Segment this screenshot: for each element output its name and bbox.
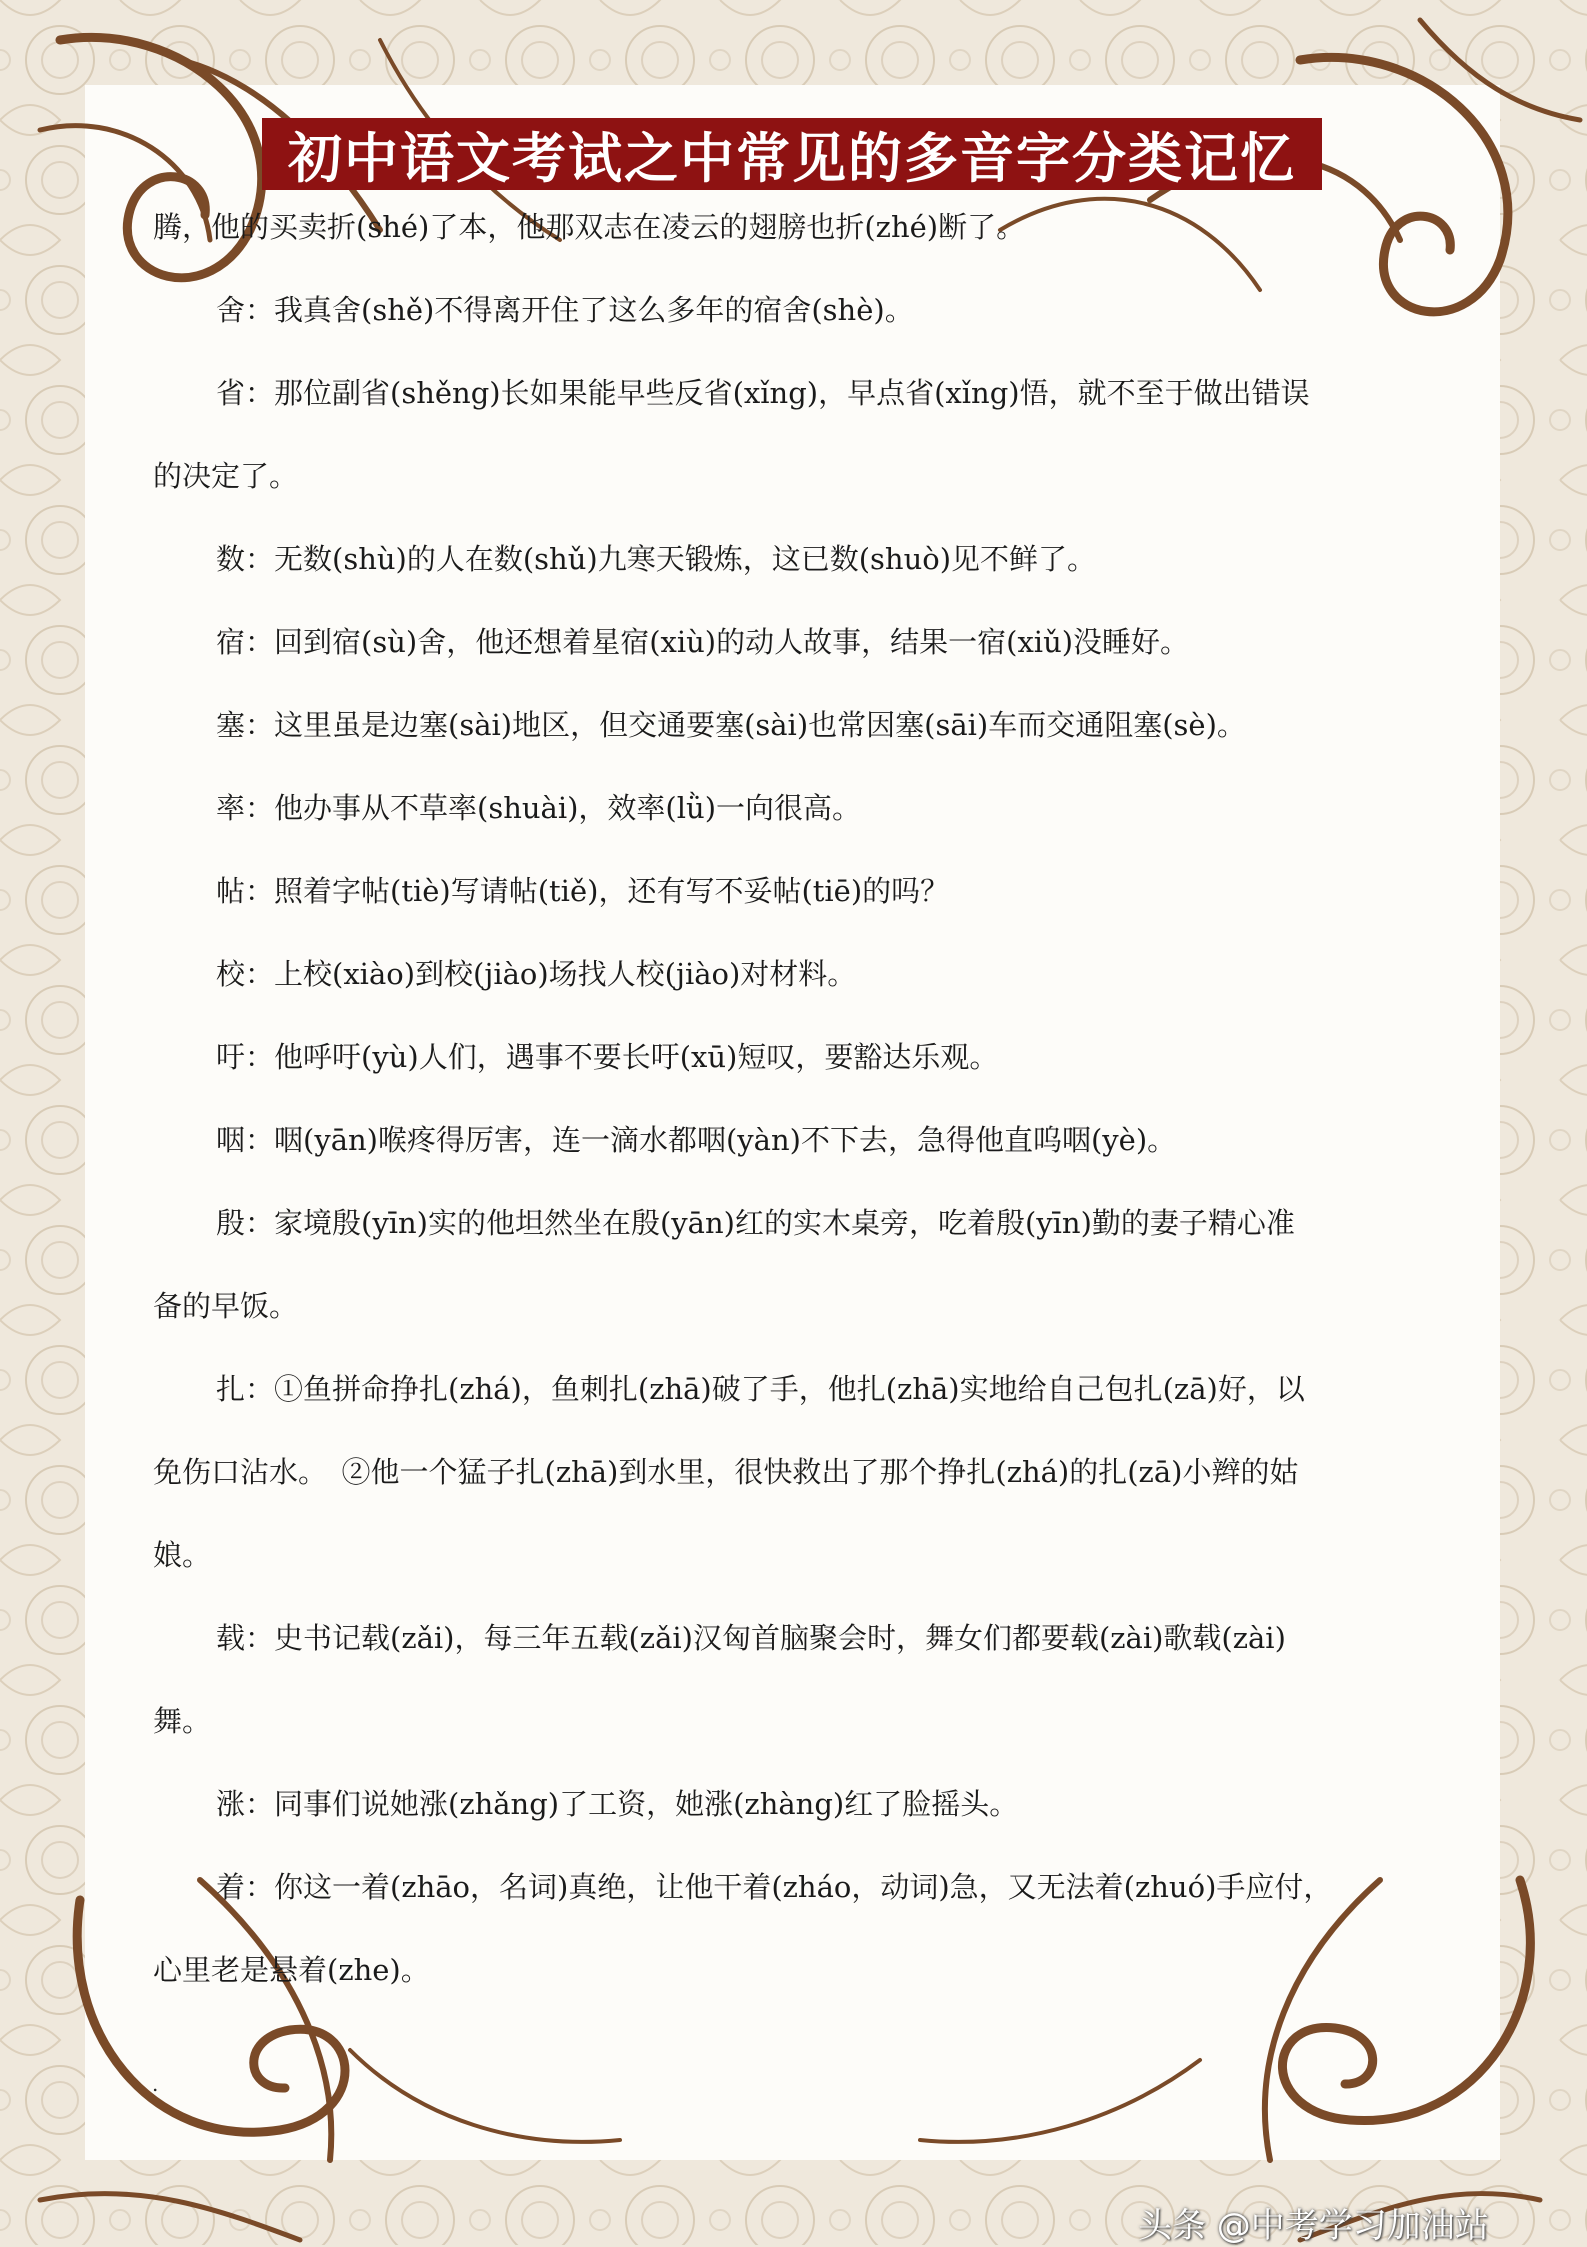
text-line: 率：他办事从不草率(shuài)，效率(lǜ)一向很高。 [216, 791, 862, 825]
text-line: 舞。 [153, 1704, 212, 1738]
text-line: 备的早饭。 [153, 1289, 299, 1323]
text-line: 舍：我真舍(shě)不得离开住了这么多年的宿舍(shè)。 [216, 293, 914, 327]
text-line: 校：上校(xiào)到校(jiào)场找人校(jiào)对材料。 [216, 957, 857, 991]
text-line: 涨：同事们说她涨(zhǎng)了工资，她涨(zhàng)红了脸摇头。 [216, 1787, 1019, 1821]
text-line: 心里老是悬着(zhe)。 [153, 1953, 430, 1987]
text-line: 娘。 [153, 1538, 212, 1572]
page-title: 初中语文考试之中常见的多音字分类记忆 [288, 125, 1296, 190]
text-line: 腾，他的买卖折(shé)了本，他那双志在凌云的翅膀也折(zhé)断了。 [153, 210, 1026, 244]
text-line: 着：你这一着(zhāo，名词)真绝，让他干着(zháo，动词)急，又无法着(zhuó)手应付， [216, 1870, 1333, 1904]
text-line: 塞：这里虽是边塞(sài)地区，但交通要塞(sài)也常因塞(sāi)车而交通阻塞(sè)。 [216, 708, 1246, 742]
text-line: 载：史书记载(zǎi)，每三年五载(zǎi)汉匈首脑聚会时，舞女们都要载(zài)歌载(zài) [216, 1621, 1286, 1655]
text-line: 宿：回到宿(sù)舍，他还想着星宿(xiù)的动人故事，结果一宿(xiǔ)没睡好。 [216, 625, 1190, 659]
text-line: 省：那位副省(shěng)长如果能早些反省(xǐng)，早点省(xǐng)悟，就不至于做出错误 [216, 376, 1310, 410]
text-line: 咽：咽(yān)喉疼得厉害，连一滴水都咽(yàn)不下去，急得他直呜咽(yè)。 [216, 1123, 1177, 1157]
trailing-mark: . [152, 2072, 159, 2096]
text-line: 免伤口沾水。 ②他一个猛子扎(zhā)到水里，很快救出了那个挣扎(zhá)的扎(zā)小辫的姑 [153, 1455, 1299, 1489]
text-line: 吁：他呼吁(yù)人们，遇事不要长吁(xū)短叹，要豁达乐观。 [216, 1040, 999, 1074]
text-line: 殷：家境殷(yīn)实的他坦然坐在殷(yān)红的实木桌旁，吃着殷(yīn)勤的妻子精心准 [216, 1206, 1295, 1240]
text-line: 的决定了。 [153, 459, 299, 493]
title-banner [262, 118, 1322, 190]
text-line: 数：无数(shù)的人在数(shǔ)九寒天锻炼，这已数(shuò)见不鲜了。 [216, 542, 1097, 576]
document-body [153, 186, 1438, 2012]
watermark-credit: 头条 @中考学习加油站 [1138, 2206, 1489, 2246]
text-line: 帖：照着字帖(tiè)写请帖(tiě)，还有写不妥帖(tiē)的吗？ [216, 874, 950, 908]
text-line: 扎：①鱼拼命挣扎(zhá)，鱼刺扎(zhā)破了手，他扎(zhā)实地给自己包扎(zā)好，以 [216, 1372, 1305, 1406]
